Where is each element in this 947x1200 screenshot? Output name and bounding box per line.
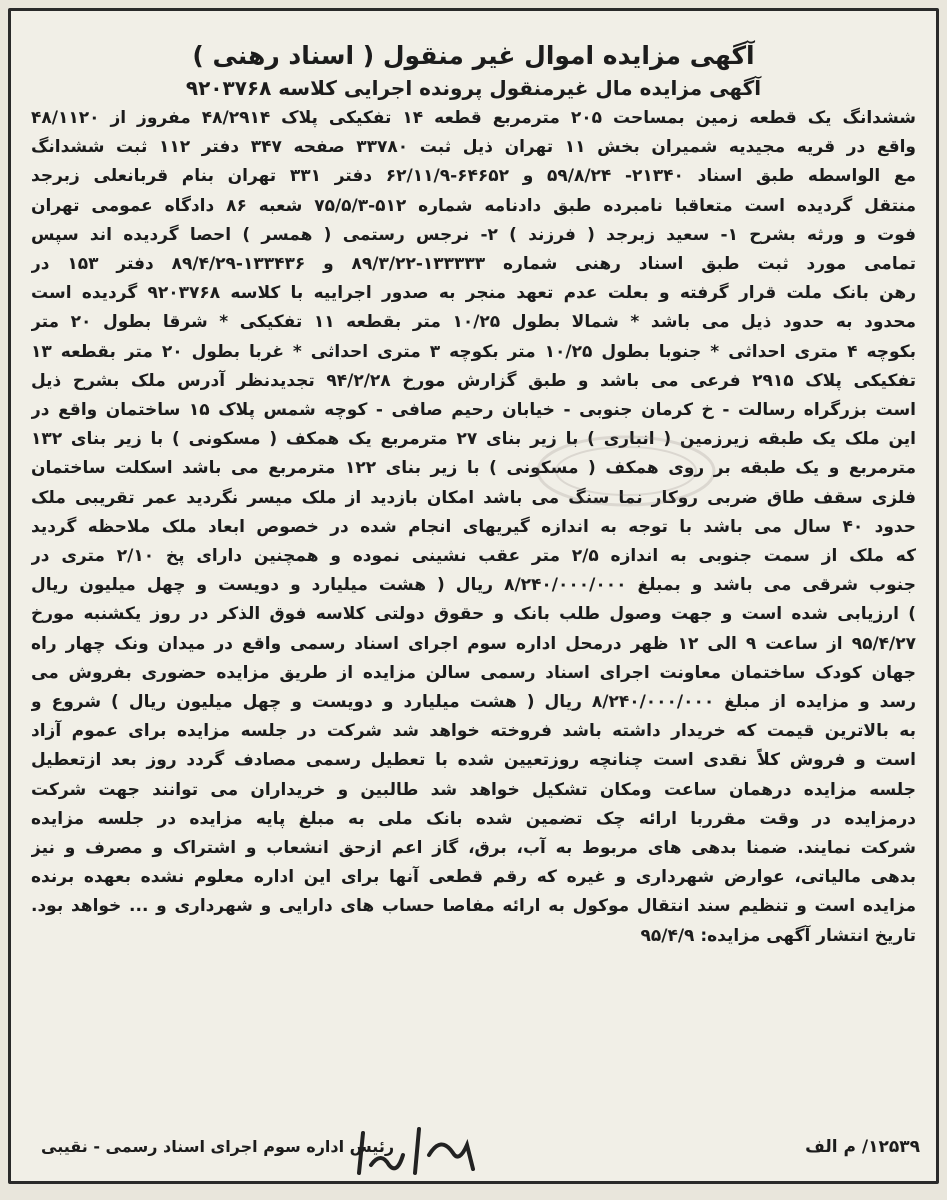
notice-line: رسد و مزایده از مبلغ ۸/۲۴۰/۰۰۰/۰۰۰ ریال ( هشت میلیارد و دویست و چهل میلیون ریال ) شروع و bbox=[31, 692, 916, 713]
notice-line: جلسه مزایده درهمان ساعت ومکان تشکیل خواهد شد طالبین و خریداران می توانند جهت شرکت bbox=[31, 779, 916, 800]
notice-line: که ملک از سمت جنوبی به اندازه ۲/۵ متر عقب نشینی نموده و همچنین دارای پخ ۲/۱۰ متری در bbox=[31, 546, 916, 567]
notice-line: است بزرگراه رسالت - خ کرمان جنوبی - خیابان رحیم صافی - کوچه شمس پلاک ۱۵ ساختمان واقع در bbox=[31, 400, 916, 421]
notice-body bbox=[11, 100, 936, 951]
notice-line: به بالاترین قیمت که خریدار داشته باشد فروخته خواهد شد شرکت در جلسه مزایده برای عموم آزاد bbox=[31, 721, 916, 742]
notice-line: این ملک یک طبقه زیرزمین ( انباری ) با زیر بنای ۲۷ مترمربع یک همکف ( مسکونی ) با زیر بنای ۱۳۲ bbox=[31, 429, 916, 450]
notice-footer bbox=[11, 1111, 936, 1181]
notice-subtitle: آگهی مزایده مال غیرمنقول پرونده اجرایی کلاسه ۹۲۰۳۷۶۸ bbox=[185, 76, 762, 100]
notice-line: بدهی مالیاتی، عوارض شهرداری و غیره که رقم قطعی آنها برای این اداره معلوم نشده بعهده برنده bbox=[31, 867, 916, 888]
notice-line: شرکت نمایند. ضمنا بدهی های مربوط به آب، برق، گاز اعم ازحق انشعاب و اشتراک و مصرف و نیز bbox=[31, 838, 916, 859]
notice-line: محدود به حدود ذیل می باشد * شمالا بطول ۱۰/۲۵ متر بقطعه ۱۱ تفکیکی * شرقا بطول ۲۰ متر bbox=[31, 312, 916, 333]
notice-line: تفکیکی پلاک ۲۹۱۵ فرعی می باشد و طبق گزارش مورخ ۹۴/۲/۲۸ تجدیدنظر آدرس ملک بشرح ذیل bbox=[31, 370, 916, 391]
notice-line: ) ارزیابی شده است و جهت وصول طلب بانک و حقوق دولتی کلاسه فوق الذکر در روز یکشنبه مورخ bbox=[31, 604, 916, 625]
notice-line: تمامی مورد ثبت طبق اسناد رهنی شماره ۱۳۳۳۳۳-۸۹/۳/۲۲ و ۱۳۳۴۳۶-۸۹/۴/۲۹ دفتر ۱۵۳ در bbox=[31, 254, 916, 275]
notice-line: جنوب شرقی می باشد و بمبلغ ۸/۲۴۰/۰۰۰/۰۰۰ ریال ( هشت میلیارد و دویست و چهل میلیون ریال bbox=[31, 575, 916, 596]
notice-line: رهن بانک ملت قرار گرفته و بعلت عدم تعهد منجر به صدور اجراییه با کلاسه ۹۲۰۳۷۶۸ گردیده است bbox=[31, 283, 916, 304]
notice-line: فلزی سقف طاق ضربی روکار نما سنگ می باشد امکان بازدید از ملک میسر نگردید عمر تقریبی ملک bbox=[31, 487, 916, 508]
notice-line: مع الواسطه طبق اسناد ۲۱۳۴۰- ۵۹/۸/۲۴ و ۶۴۶۵۲-۶۲/۱۱/۹ دفتر ۳۳۱ تهران بنام قربانعلی زبرجد bbox=[31, 166, 916, 187]
notice-line: مترمربع و یک طبقه بر روی همکف ( مسکونی ) با زیر بنای ۱۲۲ مترمربع می باشد اسکلت ساختمان bbox=[31, 458, 916, 479]
notice-line: فوت و ورثه بشرح ۱- سعید زبرجد ( فرزند ) ۲- نرجس رستمی ( همسر ) احصا گردیده اند سپس bbox=[31, 224, 916, 245]
notice-line: بکوچه ۴ متری احداثی * جنوبا بطول ۱۰/۲۵ متر بکوچه ۳ متری احداثی * غربا بطول ۲۰ متر بقطعه ۱۳ bbox=[31, 341, 916, 362]
notice-line: درمزایده در وقت مقرربا ارائه چک تضمین شده بانک ملی به مبلغ پایه مزایده در جلسه مزایده bbox=[31, 808, 916, 829]
notice-line: است و فروش کلاً نقدی است چنانچه روزتعیین شده با تعطیل رسمی مصادف گردد روز بعد ازتعطیل bbox=[31, 750, 916, 771]
notice-line: جهان کودک ساختمان معاونت اجرای اسناد رسمی سالن مزایده از طریق مزایده حضوری بفروش می bbox=[31, 662, 916, 683]
notice-line: ششدانگ یک قطعه زمین بمساحت ۲۰۵ مترمربع قطعه ۱۴ تفکیکی پلاک ۴۸/۲۹۱۴ مفروز از ۴۸/۱۱۲۰ bbox=[31, 108, 916, 128]
signature-line: رئیس اداره سوم اجرای اسناد رسمی - نقیبی bbox=[41, 1137, 395, 1156]
notice-line: حدود ۴۰ سال می باشد با توجه به اندازه گیریهای انجام شده در خصوص ابعاد ملک ملاحظه گردید bbox=[31, 516, 916, 537]
publish-date-line: تاریخ انتشار آگهی مزایده: ۹۵/۴/۹ bbox=[640, 925, 916, 946]
notice-line: منتقل گردیده است متعاقبا نامبرده طبق دادنامه شماره ۵۱۲-۷۵/۵/۳ شعبه ۸۶ دادگاه عمومی تهران bbox=[31, 195, 916, 216]
notice-page bbox=[8, 8, 939, 1184]
notice-line: ۹۵/۴/۲۷ از ساعت ۹ الی ۱۲ ظهر درمحل اداره سوم اجرای اسناد رسمی واقع در میدان ونک چهار راه bbox=[31, 633, 916, 654]
notice-line: واقع در قریه مجیدیه شمیران بخش ۱۱ تهران ذیل ثبت ۳۳۷۸۰ صفحه ۳۴۷ دفتر ۱۱۲ ثبت ششدانگ bbox=[31, 137, 916, 158]
notice-line: مزایده است و تنظیم سند انتقال موکول به ارائه مفاصا حساب های دارایی و شهرداری و ... خواهد بود. bbox=[31, 896, 916, 917]
reference-number: ۱۲۵۳۹/ م الف bbox=[805, 1137, 920, 1157]
notice-title: آگهی مزایده اموال غیر منقول ( اسناد رهنی ) bbox=[192, 41, 755, 70]
